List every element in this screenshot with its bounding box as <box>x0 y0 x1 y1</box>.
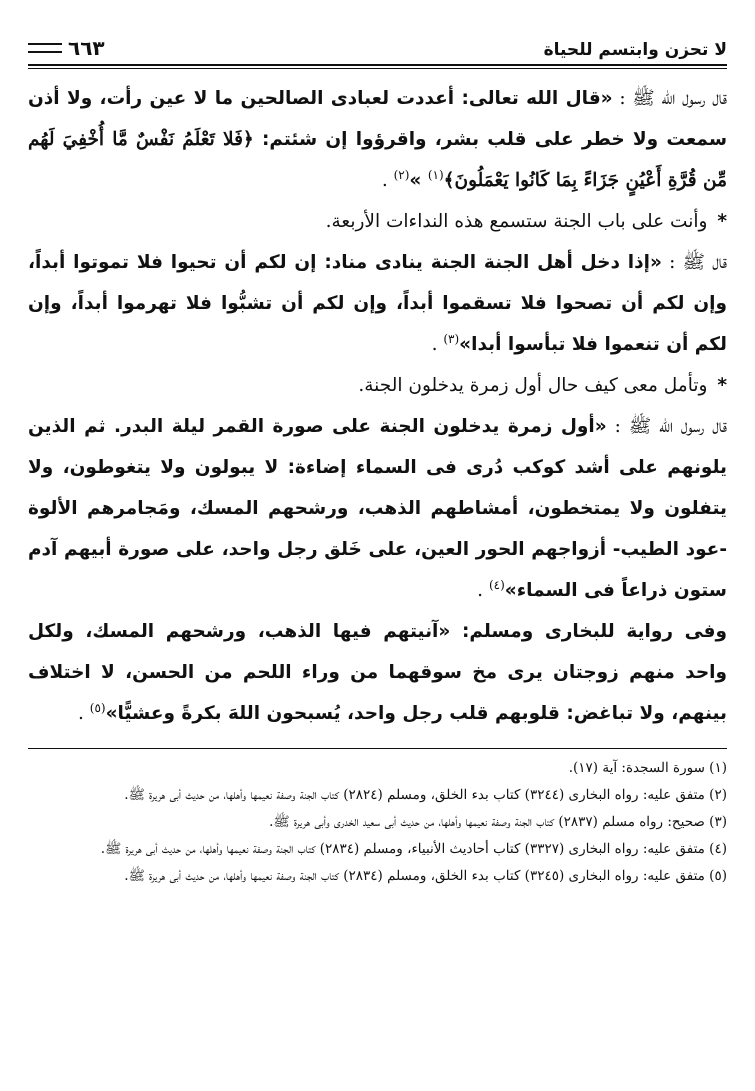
hadith-close: » <box>409 170 428 191</box>
footnote-3: (٣) صحيح: رواه مسلم (٢٨٣٧) كتاب الجنة وصفة نعيمها وأهلها، من حديث أبى سعيد الخدرى وأبى هريرة ﷺ. <box>269 814 727 830</box>
paragraph-4 <box>28 365 727 406</box>
footnote-4: (٤) متفق عليه: رواه البخارى (٣٣٢٧) كتاب أحاديث الأنبياء، ومسلم (٢٨٣٤) كتاب الجنة وصفة نعيمها وأهلها، من حديث أبى هريرة ﷺ. <box>100 841 727 857</box>
paragraph-text: وأنت على باب الجنة ستسمع هذه النداءات الأربعة. <box>325 211 708 232</box>
footnote-5: (٥) متفق عليه: رواه البخارى (٣٢٤٥) كتاب بدء الخلق، ومسلم (٢٨٣٤) كتاب الجنة وصفة نعيمها وأهلها، من حديث أبى هريرة ﷺ. <box>124 868 727 884</box>
paragraph-3 <box>28 242 727 365</box>
hadith-text: «أول زمرة يدخلون الجنة على صورة القمر ليلة البدر. ثم الذين يلونهم على أشد كوكب دُرى فى السماء إضاءة: لا يبولون ولا يتغوطون، ولا يتفلون ولا يمتخطون، أمشاطهم الذهب، ورشحهم المسك، ومَجامرهم الألوة -عود الطيب- أزواجهم الحور العين، على خَلق رجل واحد، على صورة أبيهم آدم ستون ذراعاً فى السماء» <box>28 416 727 601</box>
hadith-text: «إذا دخل أهل الجنة الجنة ينادى مناد: إن لكم أن تحيوا فلا تموتوا أبداً، وإن لكم أن تصحوا فلا تسقموا أبداً، وإن لكم أن تشبُّوا فلا تهرموا أبداً، وإن لكم أن تنعموا فلا تبأسوا أبدا» <box>28 252 727 355</box>
page-number: ٦٦٣ <box>68 36 105 60</box>
hadith-text: «قال الله تعالى: أعددت لعبادى الصالحين ما لا عين رأت، ولا أذن سمعت ولا خطر على قلب بشر، واقرؤوا إن شئتم: <box>28 88 728 150</box>
footnote-ref: (١) <box>427 167 444 182</box>
page-number-block <box>28 36 105 60</box>
page-header <box>28 26 727 66</box>
footnote-ref: (٥) <box>89 700 106 715</box>
paragraph-1 <box>28 78 727 201</box>
page-number-rule <box>28 43 62 53</box>
footnote-ref: (٣) <box>443 331 460 346</box>
paragraph-intro: قال رسول الله ﷺ : <box>612 88 727 109</box>
paragraph-end: . <box>77 703 90 724</box>
paragraph-end: . <box>431 334 444 355</box>
paragraph-end: . <box>477 580 489 601</box>
quran-verse: ﴿فَلا تَعْلَمُ نَفْسٌ مَّا أُخْفِيَ لَهُم مِّن قُرَّةِ أَعْيُنٍ جَزَاءً بِمَا كَانُوا يَعْمَلُونَ﴾ <box>28 129 727 191</box>
footnote-ref: (٢) <box>393 167 410 182</box>
paragraph-intro: قال رسول الله ﷺ : <box>606 416 727 437</box>
footnote-1: (١) سورة السجدة: آية (١٧). <box>568 760 727 776</box>
bullet-icon: * <box>717 375 727 396</box>
paragraph-end: . <box>381 170 394 191</box>
paragraph-6 <box>28 611 727 734</box>
paragraph-2 <box>28 201 727 242</box>
paragraph-text: وتأمل معى كيف حال أول زمرة يدخلون الجنة. <box>358 375 708 396</box>
running-title: لا تحزن وابتسم للحياة <box>543 40 727 60</box>
bullet-icon: * <box>717 211 727 232</box>
hadith-text: وفى رواية للبخارى ومسلم: «آنيتهم فيها الذهب، ورشحهم المسك، ولكل واحد منهم زوجتان يرى مخ سوقهما من وراء اللحم من الحسن، لا اختلاف بينهم، ولا تباغض: قلوبهم قلب رجل واحد، يُسبحون اللهَ بكرةً وعشيًّا» <box>28 621 727 724</box>
main-text <box>28 78 727 734</box>
book-page <box>28 26 727 1071</box>
paragraph-5 <box>28 406 727 611</box>
footnote-ref: (٤) <box>488 577 505 592</box>
footnotes <box>28 748 727 890</box>
footnote-2: (٢) متفق عليه: رواه البخارى (٣٢٤٤) كتاب بدء الخلق، ومسلم (٢٨٢٤) كتاب الجنة وصفة نعيمها وأهلها، من حديث أبى هريرة ﷺ. <box>124 787 727 803</box>
paragraph-intro: قال ﷺ : <box>661 252 727 273</box>
